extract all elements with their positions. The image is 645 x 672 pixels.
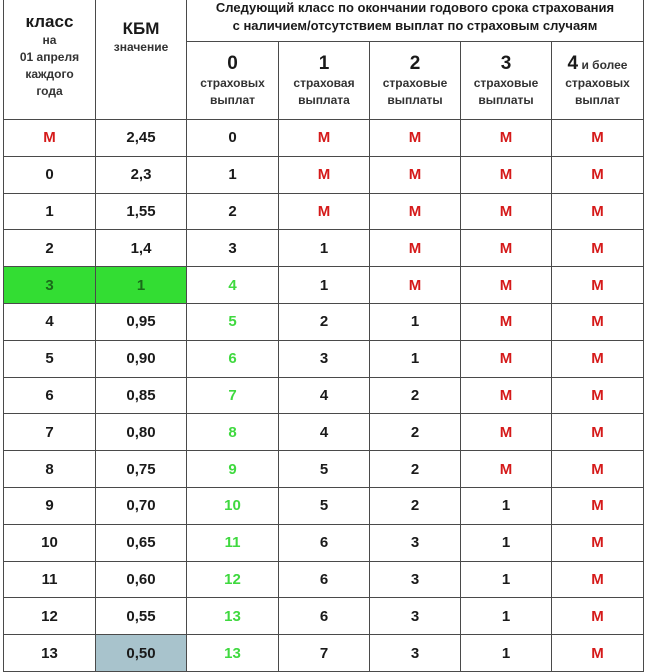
payout-0-cell: 11: [187, 524, 279, 561]
payout-3-cell: М: [461, 230, 552, 267]
payout-2-cell: 2: [370, 414, 461, 451]
payout-2-cell: 2: [370, 377, 461, 414]
payout-2-cell: М: [370, 267, 461, 304]
payout-4-cell: М: [552, 230, 644, 267]
payout-0-cell: 1: [187, 156, 279, 193]
payout-4-cell: М: [552, 598, 644, 635]
payout-4-cell: М: [552, 524, 644, 561]
payout-3-cell: М: [461, 303, 552, 340]
class-cell: М: [4, 120, 96, 157]
class-cell: 1: [4, 193, 96, 230]
payout-1-cell: 6: [279, 561, 370, 598]
payout-4-cell: М: [552, 303, 644, 340]
payout-2-cell: 3: [370, 635, 461, 672]
payout-3-cell: М: [461, 267, 552, 304]
table-row: [4, 524, 644, 561]
payout-1-cell: 1: [279, 267, 370, 304]
payout-1-cell: 5: [279, 451, 370, 488]
payout-2-cell: 3: [370, 561, 461, 598]
payout-4-cell: М: [552, 487, 644, 524]
header-payout-3: [461, 42, 552, 120]
kbm-cell: 0,75: [96, 451, 187, 488]
table-row: [4, 156, 644, 193]
payout-0-cell: 13: [187, 635, 279, 672]
payout-2-cell: М: [370, 120, 461, 157]
payout-1-cell: 7: [279, 635, 370, 672]
payout-2-cell: М: [370, 156, 461, 193]
payout-0-cell: 2: [187, 193, 279, 230]
header-next-class-line-1: Следующий класс по окончании годового срока страхования: [215, 0, 615, 15]
table-row: [4, 267, 644, 304]
payout-0-cell: 7: [187, 377, 279, 414]
payout-1-cell: 4: [279, 414, 370, 451]
header-payout-num: 3: [500, 52, 512, 74]
header-kbm-title: КБМ: [122, 19, 160, 38]
table-row: [4, 230, 644, 267]
header-payout-2: [370, 42, 461, 120]
header-payout-sub: выплата: [298, 92, 350, 107]
payout-0-cell: 13: [187, 598, 279, 635]
payout-2-cell: 3: [370, 524, 461, 561]
header-kbm-sub: значение: [113, 40, 169, 54]
payout-3-cell: М: [461, 340, 552, 377]
kbm-cell: 0,55: [96, 598, 187, 635]
table-row: [4, 120, 644, 157]
payout-4-cell: М: [552, 193, 644, 230]
payout-2-cell: М: [370, 193, 461, 230]
header-class-sub-2: 01 апреля: [19, 50, 80, 64]
header-payout-sub: страховые: [382, 75, 448, 90]
payout-3-cell: 1: [461, 598, 552, 635]
payout-2-cell: 1: [370, 340, 461, 377]
payout-0-cell: 6: [187, 340, 279, 377]
payout-2-cell: 2: [370, 451, 461, 488]
kbm-cell: 0,65: [96, 524, 187, 561]
class-cell: 6: [4, 377, 96, 414]
header-class-sub-1: на: [42, 33, 57, 47]
payout-1-cell: 2: [279, 303, 370, 340]
payout-0-cell: 9: [187, 451, 279, 488]
class-cell: 2: [4, 230, 96, 267]
header-kbm: [96, 0, 187, 120]
header-payout-sub: выплаты: [478, 92, 534, 107]
payout-0-cell: 10: [187, 487, 279, 524]
payout-3-cell: М: [461, 414, 552, 451]
payout-4-cell: М: [552, 340, 644, 377]
header-next-class: [187, 0, 644, 42]
payout-0-cell: 12: [187, 561, 279, 598]
kbm-cell: 0,80: [96, 414, 187, 451]
kbm-cell: 1: [96, 267, 187, 304]
kbm-cell: 0,70: [96, 487, 187, 524]
class-cell: 9: [4, 487, 96, 524]
header-class-sub-4: года: [36, 84, 63, 98]
header-payout-sub: страховых: [565, 75, 630, 90]
payout-1-cell: 3: [279, 340, 370, 377]
class-cell: 13: [4, 635, 96, 672]
payout-4-cell: М: [552, 120, 644, 157]
payout-0-cell: 0: [187, 120, 279, 157]
payout-3-cell: 1: [461, 635, 552, 672]
kbm-table: [3, 0, 644, 672]
table-row: [4, 414, 644, 451]
header-class-title: класс: [25, 12, 74, 31]
payout-3-cell: М: [461, 451, 552, 488]
class-cell: 12: [4, 598, 96, 635]
payout-1-cell: 6: [279, 598, 370, 635]
payout-4-cell: М: [552, 414, 644, 451]
payout-4-cell: М: [552, 635, 644, 672]
kbm-cell: 2,45: [96, 120, 187, 157]
kbm-cell: 2,3: [96, 156, 187, 193]
header-payout-num: 2: [409, 52, 421, 74]
header-payout-0: [187, 42, 279, 120]
kbm-cell: 1,55: [96, 193, 187, 230]
header-payout-num-suffix: и более: [578, 57, 628, 72]
payout-3-cell: 1: [461, 524, 552, 561]
payout-3-cell: М: [461, 156, 552, 193]
payout-1-cell: 1: [279, 230, 370, 267]
table-row: [4, 561, 644, 598]
table-row: [4, 340, 644, 377]
header-payout-num: 0: [227, 52, 238, 74]
table-row: [4, 598, 644, 635]
header-payout-sub: страховая: [293, 75, 355, 90]
kbm-cell: 0,95: [96, 303, 187, 340]
kbm-cell: 1,4: [96, 230, 187, 267]
header-class-sub-3: каждого: [25, 67, 74, 81]
class-cell: 10: [4, 524, 96, 561]
header-payout-num: 1: [318, 52, 330, 74]
payout-0-cell: 4: [187, 267, 279, 304]
kbm-cell: 0,90: [96, 340, 187, 377]
class-cell: 5: [4, 340, 96, 377]
payout-2-cell: 1: [370, 303, 461, 340]
kbm-cell: 0,50: [96, 635, 187, 672]
header-payout-sub: выплат: [209, 92, 256, 107]
table-row: [4, 635, 644, 672]
payout-1-cell: 4: [279, 377, 370, 414]
table-row: [4, 303, 644, 340]
table-row: [4, 487, 644, 524]
payout-1-cell: М: [279, 120, 370, 157]
class-cell: 11: [4, 561, 96, 598]
payout-0-cell: 5: [187, 303, 279, 340]
header-payout-num: 4: [567, 52, 579, 74]
payout-2-cell: 2: [370, 487, 461, 524]
payout-4-cell: М: [552, 451, 644, 488]
payout-0-cell: 3: [187, 230, 279, 267]
payout-3-cell: 1: [461, 561, 552, 598]
payout-1-cell: 5: [279, 487, 370, 524]
kbm-table-body: [4, 120, 644, 672]
payout-3-cell: М: [461, 377, 552, 414]
header-payout-1: [279, 42, 370, 120]
header-class: [4, 0, 96, 120]
kbm-cell: 0,60: [96, 561, 187, 598]
payout-0-cell: 8: [187, 414, 279, 451]
payout-4-cell: М: [552, 561, 644, 598]
payout-3-cell: 1: [461, 487, 552, 524]
header-payout-sub: страховых: [200, 75, 265, 90]
payout-3-cell: М: [461, 120, 552, 157]
header-payout-4: [552, 42, 644, 120]
payout-2-cell: 3: [370, 598, 461, 635]
header-payout-sub: страховые: [473, 75, 539, 90]
class-cell: 8: [4, 451, 96, 488]
payout-1-cell: М: [279, 193, 370, 230]
header-payout-sub: выплаты: [387, 92, 443, 107]
payout-1-cell: М: [279, 156, 370, 193]
class-cell: 3: [4, 267, 96, 304]
payout-4-cell: М: [552, 267, 644, 304]
header-next-class-line-2: с наличием/отсутствием выплат по страховым случаям: [232, 18, 598, 33]
class-cell: 4: [4, 303, 96, 340]
header-payout-sub: выплат: [574, 92, 621, 107]
table-row: [4, 377, 644, 414]
kbm-cell: 0,85: [96, 377, 187, 414]
payout-1-cell: 6: [279, 524, 370, 561]
payout-4-cell: М: [552, 156, 644, 193]
payout-3-cell: М: [461, 193, 552, 230]
class-cell: 7: [4, 414, 96, 451]
payout-4-cell: М: [552, 377, 644, 414]
payout-2-cell: М: [370, 230, 461, 267]
table-row: [4, 193, 644, 230]
class-cell: 0: [4, 156, 96, 193]
table-row: [4, 451, 644, 488]
